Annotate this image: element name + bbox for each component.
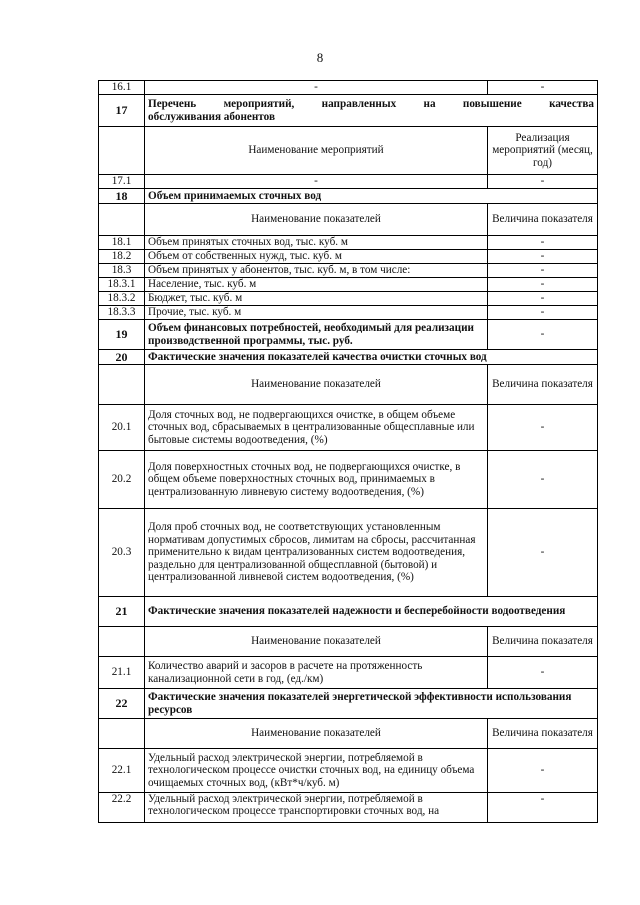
section-row: [99, 350, 598, 365]
row-text: Доля проб сточных вод, не соответствующих установленным нормативам допустимых сбросов, лимитам на сбросы, рассчитанная применительно к видам централизованных систем водоотведения, раздельно для централизованной общесплавной (бытовой) и централизованной ливневой систем водоотведения, (%): [145, 509, 488, 597]
table-row: [99, 175, 598, 189]
section-number: 17: [99, 95, 145, 127]
row-number: 16.1: [99, 81, 145, 95]
row-value: -: [488, 306, 598, 320]
row-value: -: [488, 264, 598, 278]
row-number: 17.1: [99, 175, 145, 189]
header-blank: [99, 127, 145, 175]
section-row: [99, 320, 598, 350]
row-value: -: [488, 236, 598, 250]
row-number: 20.1: [99, 405, 145, 451]
header-blank: [99, 627, 145, 657]
row-text: Объем принятых сточных вод, тыс. куб. м: [145, 236, 488, 250]
header-name: Наименование показателей: [145, 627, 488, 657]
section-row: [99, 189, 598, 204]
row-text: Бюджет, тыс. куб. м: [145, 292, 488, 306]
header-blank: [99, 719, 145, 749]
row-number: 18.2: [99, 250, 145, 264]
row-number: 18.3.3: [99, 306, 145, 320]
section-title: Фактические значения показателей надежности и бесперебойности водоотведения: [145, 597, 598, 627]
table-row: [99, 509, 598, 597]
row-number: 22.1: [99, 749, 145, 793]
header-row: [99, 204, 598, 236]
table-row: [99, 250, 598, 264]
row-value: -: [488, 451, 598, 509]
row-value: -: [488, 749, 598, 793]
row-number: 20.3: [99, 509, 145, 597]
section-title-line: обслуживания абонентов: [148, 110, 276, 123]
row-text: Население, тыс. куб. м: [145, 278, 488, 292]
row-text: Доля поверхностных сточных вод, не подвергающихся очистке, в общем объеме поверхностных сточных вод, принимаемых в централизованную ливневую систему водоотведения, (%): [145, 451, 488, 509]
section-row: [99, 95, 598, 127]
row-value: -: [488, 793, 598, 823]
table-row: [99, 292, 598, 306]
table-row: [99, 793, 598, 823]
row-number: 20.2: [99, 451, 145, 509]
row-number: 18.1: [99, 236, 145, 250]
header-value: Величина показателя: [488, 627, 598, 657]
section-number: 18: [99, 189, 145, 204]
header-value: Величина показателя: [488, 365, 598, 405]
section-number: 22: [99, 689, 145, 719]
section-number: 20: [99, 350, 145, 365]
section-title: Фактические значения показателей качества очистки сточных вод: [145, 350, 598, 365]
row-text: Объем принятых у абонентов, тыс. куб. м, в том числе:: [145, 264, 488, 278]
table-row: [99, 278, 598, 292]
row-text: Прочие, тыс. куб. м: [145, 306, 488, 320]
row-value: -: [488, 657, 598, 689]
header-value: Величина показателя: [488, 719, 598, 749]
header-name: Наименование мероприятий: [145, 127, 488, 175]
production-program-table: [98, 80, 598, 823]
row-value: -: [488, 292, 598, 306]
row-text: Удельный расход электрической энергии, потребляемой в технологическом процессе транспортировки сточных вод, на: [145, 793, 488, 823]
row-number: 18.3.1: [99, 278, 145, 292]
table-row: [99, 451, 598, 509]
section-number: 21: [99, 597, 145, 627]
row-number: 18.3: [99, 264, 145, 278]
header-blank: [99, 365, 145, 405]
table-row: [99, 405, 598, 451]
row-value: -: [488, 250, 598, 264]
row-value: -: [488, 175, 598, 189]
row-text: Удельный расход электрической энергии, потребляемой в технологическом процессе очистки сточных вод, на единицу объема очищаемых сточных вод, (кВт*ч/куб. м): [145, 749, 488, 793]
section-title: Объем принимаемых сточных вод: [145, 189, 598, 204]
row-number: 18.3.2: [99, 292, 145, 306]
section-title: Фактические значения показателей энергетической эффективности использования ресурсов: [145, 689, 598, 719]
table-row: [99, 264, 598, 278]
row-number: 21.1: [99, 657, 145, 689]
row-text: -: [145, 175, 488, 189]
header-row: [99, 719, 598, 749]
header-name: Наименование показателей: [145, 204, 488, 236]
header-blank: [99, 204, 145, 236]
header-row: [99, 127, 598, 175]
section-row: [99, 689, 598, 719]
header-value: Реализация мероприятий (месяц, год): [488, 127, 598, 175]
header-row: [99, 365, 598, 405]
section-row: [99, 597, 598, 627]
row-value: -: [488, 278, 598, 292]
table-row: [99, 657, 598, 689]
page-number: 8: [316, 50, 324, 65]
header-row: [99, 627, 598, 657]
row-value: -: [488, 405, 598, 451]
row-value: -: [488, 320, 598, 350]
table-row: [99, 236, 598, 250]
row-number: 22.2: [99, 793, 145, 823]
row-text: Доля сточных вод, не подвергающихся очистке, в общем объеме сточных вод, сбрасываемых в централизованные общесплавные или бытовые системы водоотведения, (%): [145, 405, 488, 451]
section-number: 19: [99, 320, 145, 350]
header-name: Наименование показателей: [145, 365, 488, 405]
header-name: Наименование показателей: [145, 719, 488, 749]
table-row: [99, 749, 598, 793]
row-value: -: [488, 81, 598, 95]
row-text: -: [145, 81, 488, 95]
table-row: [99, 306, 598, 320]
row-text: Количество аварий и засоров в расчете на протяженность канализационной сети в год, (ед./км): [145, 657, 488, 689]
section-title-line: Перечень мероприятий, направленных на повышение качества: [148, 98, 594, 111]
table-row: [99, 81, 598, 95]
section-title: [145, 95, 598, 127]
header-value: Величина показателя: [488, 204, 598, 236]
row-text: Объем от собственных нужд, тыс. куб. м: [145, 250, 488, 264]
row-value: -: [488, 509, 598, 597]
section-title: Объем финансовых потребностей, необходимый для реализации производственной программы, тыс. руб.: [145, 320, 488, 350]
